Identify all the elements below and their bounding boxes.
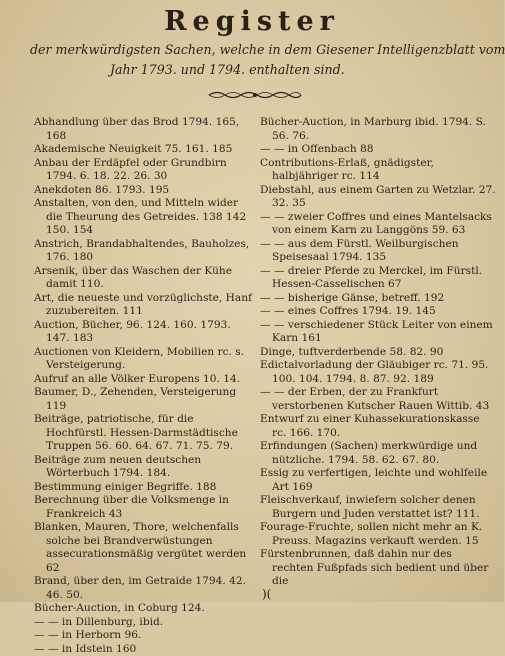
- index-entry: — — in Herborn 96.: [34, 629, 256, 643]
- index-entry: Auctionen von Kleidern, Mobilien rc. s. Versteigerung.: [34, 346, 256, 373]
- index-entry: — — in Dillenburg, ibid.: [34, 616, 256, 630]
- index-entry: Anstalten, von den, und Mitteln wider die Theurung des Getreides. 138 142 150. 154: [34, 197, 256, 238]
- index-entry: Entwurf zu einer Kuhassekurationskasse rc. 166. 170.: [260, 413, 496, 440]
- index-entry: Bücher-Auction, in Marburg ibid. 1794. S. 56. 76.: [260, 116, 496, 143]
- right-column: [260, 116, 496, 589]
- index-entry: — — in Idstein 160: [34, 643, 256, 656]
- index-entry: Brand, über den, im Getraide 1794. 42. 46. 50.: [34, 575, 256, 602]
- index-entry: Auction, Bücher, 96. 124. 160. 1793. 147. 183: [34, 319, 256, 346]
- index-entry: Edictalvorladung der Gläubiger rc. 71. 95. 100. 104. 1794. 8. 87. 92. 189: [260, 359, 496, 386]
- index-entry: — — aus dem Fürstl. Weilburgischen Speisesaal 1794. 135: [260, 238, 496, 265]
- index-entry: Akademische Neuigkeit 75. 161. 185: [34, 143, 256, 157]
- index-entry: — — zweier Coffres und eines Mantelsacks von einem Karn zu Langgöns 59. 63: [260, 211, 496, 238]
- index-entry: — — in Offenbach 88: [260, 143, 496, 157]
- index-entry: Anekdoten 86. 1793. 195: [34, 184, 256, 198]
- subtitle-line-2: Jahr 1793. und 1794. enthalten sind.: [30, 60, 490, 80]
- index-entry: Bücher-Auction, in Coburg 124.: [34, 602, 256, 616]
- index-entry: Erfindungen (Sachen) merkwürdige und nützliche. 1794. 58. 62. 67. 80.: [260, 440, 496, 467]
- page-title: Register: [0, 6, 504, 37]
- ornament-divider: [205, 88, 305, 102]
- index-entry: Berechnung über die Volksmenge in Frankreich 43: [34, 494, 256, 521]
- index-entry: Art, die neueste und vorzüglichste, Hanf zuzubereiten. 111: [34, 292, 256, 319]
- index-entry: Arsenik, über das Waschen der Kühe damit 110.: [34, 265, 256, 292]
- left-column: [34, 116, 256, 656]
- index-entry: Beiträge zum neuen deutschen Wörterbuch 1794. 184.: [34, 454, 256, 481]
- index-entry: Blanken, Mauren, Thore, welchenfalls solche bei Brandverwüstungen assecurationsmäßig vergütet werden 62: [34, 521, 256, 575]
- index-entry: Baumer, D., Zehenden, Versteigerung 119: [34, 386, 256, 413]
- index-entry: Diebstahl, aus einem Garten zu Wetzlar. 27. 32. 35: [260, 184, 496, 211]
- index-entry: Fourage-Fruchte, sollen nicht mehr an K. Preuss. Magazins verkauft werden. 15: [260, 521, 496, 548]
- index-entry: Fürstenbrunnen, daß dahin nur des rechten Fußpfads sich bedient und über die: [260, 548, 496, 589]
- index-entry: Aufruf an alle Völker Europens 10. 14.: [34, 373, 256, 387]
- subtitle-line-1: der merkwürdigsten Sachen, welche in dem Giesener Intelligenzblatt vom: [30, 40, 490, 60]
- index-entry: Anbau der Erdäpfel oder Grundbirn 1794. 6. 18. 22. 26. 30: [34, 157, 256, 184]
- index-entry: — — dreier Pferde zu Merckel, im Fürstl. Hessen-Casselischen 67: [260, 265, 496, 292]
- page-mark: )(: [262, 587, 271, 601]
- index-entry: — — der Erben, der zu Frankfurt verstorbenen Kutscher Rauen Wittib. 43: [260, 386, 496, 413]
- index-entry: — — verschiedener Stück Leiter von einem Karn 161: [260, 319, 496, 346]
- page-subtitle: [30, 40, 490, 80]
- index-entry: Bestimmung einiger Begriffe. 188: [34, 481, 256, 495]
- index-entry: — — eines Coffres 1794. 19. 145: [260, 305, 496, 319]
- index-entry: Beiträge, patriotische, für die Hochfürstl. Hessen-Darmstädtische Truppen 56. 60. 64. 67. 71. 75. 79.: [34, 413, 256, 454]
- index-entry: Anstrich, Brandabhaltendes, Bauholzes, 176. 180: [34, 238, 256, 265]
- index-entry: Contributions-Erlaß, gnädigster, halbjähriger rc. 114: [260, 157, 496, 184]
- index-entry: — — bisherige Gänse, betreff. 192: [260, 292, 496, 306]
- index-entry: Dinge, tuftverderbende 58. 82. 90: [260, 346, 496, 360]
- index-entry: Abhandlung über das Brod 1794. 165, 168: [34, 116, 256, 143]
- index-entry: Fleischverkauf, inwiefern solcher denen Burgern und Juden verstattet ist? 111.: [260, 494, 496, 521]
- index-entry: Essig zu verfertigen, leichte und wohlfeile Art 169: [260, 467, 496, 494]
